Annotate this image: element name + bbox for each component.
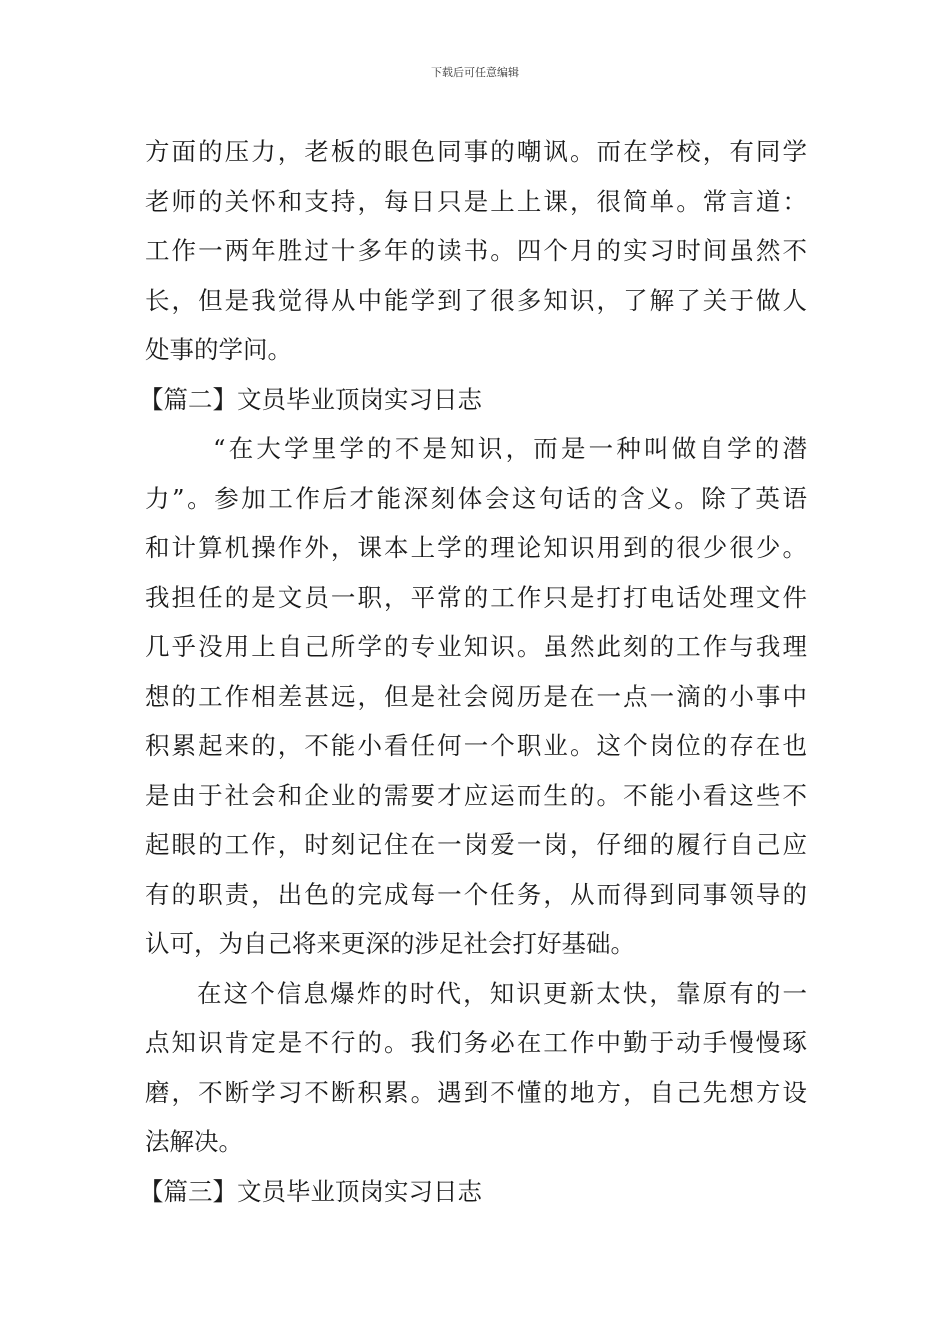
section-heading-2: 【篇二】文员毕业顶岗实习日志 bbox=[139, 384, 482, 414]
body-line: 在这个信息爆炸的时代，知识更新太快，靠原有的一 bbox=[197, 978, 807, 1008]
body-line: 老师的关怀和支持，每日只是上上课，很简单。常言道： bbox=[145, 186, 807, 216]
body-line: 力”。参加工作后才能深刻体会这句话的含义。除了英语 bbox=[145, 483, 807, 513]
body-line: 认可，为自己将来更深的涉足社会打好基础。 bbox=[145, 929, 635, 958]
body-line: 几乎没用上自己所学的专业知识。虽然此刻的工作与我理 bbox=[145, 632, 807, 661]
body-line: 处事的学问。 bbox=[145, 335, 292, 364]
body-line: 法解决。 bbox=[145, 1127, 243, 1156]
body-line: “在大学里学的不是知识，而是一种叫做自学的潜 bbox=[213, 434, 807, 463]
body-line: 有的职责，出色的完成每一个任务，从而得到同事领导的 bbox=[145, 879, 807, 909]
page-header: 下载后可任意编辑 bbox=[431, 66, 519, 79]
body-line: 工作一两年胜过十多年的读书。四个月的实习时间虽然不 bbox=[145, 236, 807, 265]
body-line: 磨，不断学习不断积累。遇到不懂的地方，自己先想方设 bbox=[145, 1077, 807, 1107]
body-line: 和计算机操作外，课本上学的理论知识用到的很少很少。 bbox=[145, 533, 807, 562]
body-line: 方面的压力，老板的眼色同事的嘲讽。而在学校，有同学 bbox=[145, 137, 807, 166]
body-line: 我担任的是文员一职，平常的工作只是打打电话处理文件 bbox=[145, 582, 807, 612]
body-line: 想的工作相差甚远，但是社会阅历是在一点一滴的小事中 bbox=[145, 681, 807, 711]
section-heading-3: 【篇三】文员毕业顶岗实习日志 bbox=[139, 1176, 482, 1206]
document-body bbox=[139, 127, 807, 1216]
body-line: 是由于社会和企业的需要才应运而生的。不能小看这些不 bbox=[145, 780, 807, 810]
body-line: 积累起来的，不能小看任何一个职业。这个岗位的存在也 bbox=[145, 731, 807, 760]
body-line: 起眼的工作，时刻记住在一岗爱一岗，仔细的履行自己应 bbox=[145, 830, 807, 859]
body-line: 点知识肯定是不行的。我们务必在工作中勤于动手慢慢琢 bbox=[145, 1028, 807, 1057]
body-line: 长，但是我觉得从中能学到了很多知识，了解了关于做人 bbox=[145, 285, 807, 315]
